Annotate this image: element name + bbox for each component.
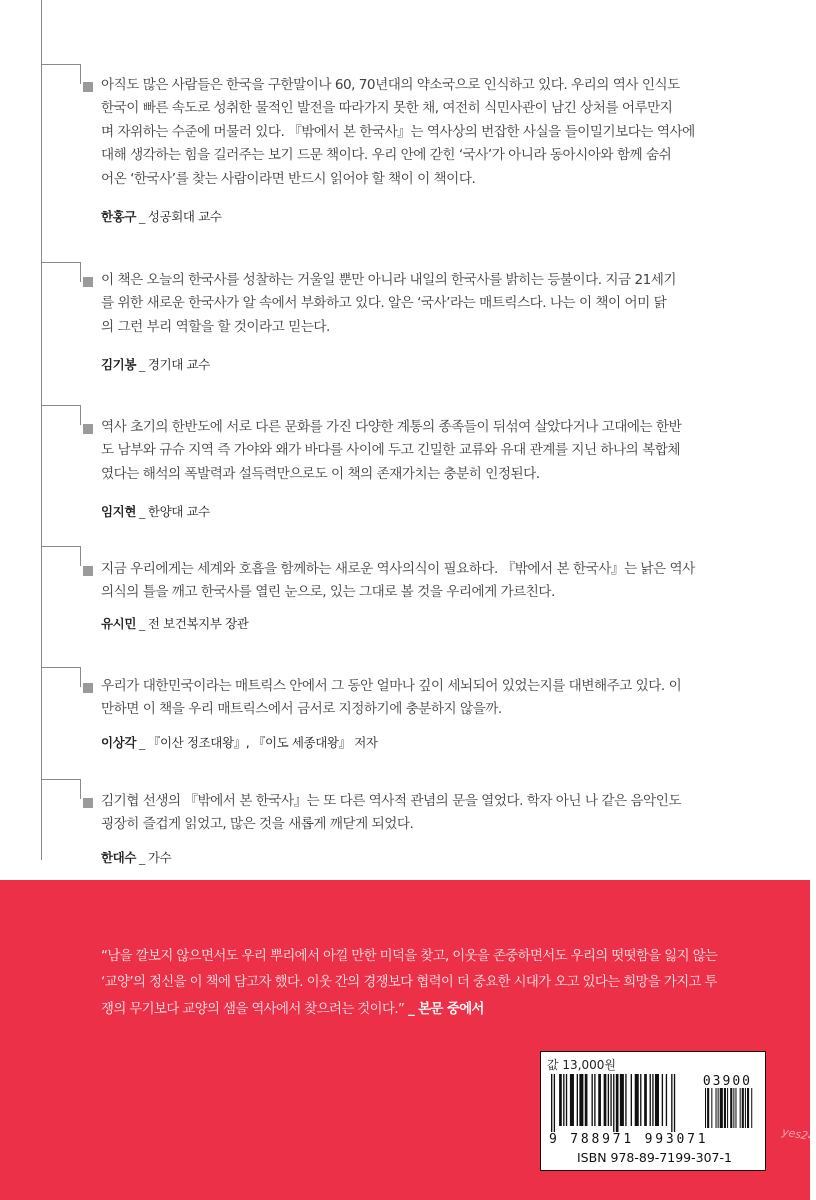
bullet-icon	[83, 82, 93, 92]
barcode-bar	[724, 1088, 726, 1128]
bracket-line	[41, 262, 81, 263]
author-separator: _	[139, 357, 145, 372]
review-author	[101, 502, 210, 520]
barcode-bar	[620, 1074, 624, 1126]
addon-barcode	[705, 1088, 757, 1134]
bracket-line	[41, 405, 81, 406]
bracket-line	[41, 667, 81, 668]
barcode-bar	[727, 1088, 728, 1128]
barcode-bar	[671, 1074, 672, 1132]
barcode-bar	[631, 1074, 632, 1126]
barcode-bar	[640, 1074, 641, 1126]
barcode-bar	[666, 1074, 667, 1126]
bracket-line	[41, 546, 81, 547]
author-separator: _	[139, 850, 145, 865]
barcode-bar	[655, 1074, 659, 1126]
barcode-number: 9 788971 993071	[549, 1132, 709, 1147]
review-author	[101, 614, 248, 632]
review-text: 지금 우리에게는 세계와 호흡을 함께하는 새로운 역사의식이 필요하다. 『밖에서 본 한국사』는 낡은 역사 의식의 틀을 깨고 한국사를 열린 눈으로, 있는 그대로 볼 것을 우리에게 가르친다.	[101, 561, 695, 601]
barcode-bar	[674, 1074, 675, 1132]
barcode-bar	[610, 1074, 611, 1126]
barcode-bar	[554, 1074, 555, 1132]
author-name: 한홍구	[101, 209, 137, 224]
review-author	[101, 848, 171, 866]
barcode-bar	[594, 1074, 595, 1126]
review-text: 아직도 많은 사람들은 한국을 구한말이나 60, 70년대의 약소국으로 인식하고 있다. 우리의 역사 인식도 한국이 빠른 속도로 성취한 물적인 발전을 따라가지 못한 채, 여전히 식민사관이 남긴 상처를 어루만지 며 자위하는 수준에 머물러 있다. 『밖에서 본 한국사』는 역사상의 번잡한 사실을 들이밀기보다는 역사에 대해 생각하는 힘을 길러주는 보기 드문 책이다. 우리 안에 갇힌 ‘국사’가 아니라 동아시아와 함께 숨쉬 어온 ‘한국사’를 찾는 사람이라면 반드시 읽어야 할 책이 이 책이다.	[101, 77, 695, 187]
barcode-bar	[740, 1088, 741, 1128]
review-author	[101, 733, 378, 751]
review-text: 역사 초기의 한반도에 서로 다른 문화를 가진 다양한 계통의 종족들이 뒤섞여 살았다거나 고대에는 한반 도 남부와 규슈 지역 즉 가야와 왜가 바다를 사이에 두고 긴밀한 교류와 유대 관계를 지닌 하나의 복합체 였다는 해석의 폭발력과 설득력만으로도 이 책의 존재가치는 충분히 인정된다.	[101, 419, 682, 482]
barcode-bar	[650, 1074, 651, 1126]
author-title: 성공회대 교수	[147, 209, 222, 224]
author-name: 임지현	[101, 504, 137, 519]
barcode-bar	[733, 1088, 734, 1128]
bullet-icon	[83, 277, 93, 287]
barcode-bar	[613, 1074, 614, 1132]
bracket-tick	[80, 405, 81, 425]
author-title: 전 보건복지부 장관	[147, 616, 249, 631]
barcode-bar	[718, 1088, 719, 1128]
review-text: 우리가 대한민국이라는 매트릭스 안에서 그 동안 얼마나 깊이 세뇌되어 있었는지를 대변해주고 있다. 이 만하면 이 책을 우리 매트릭스에서 금서로 지정하기에 충분하지 않을까.	[101, 678, 682, 718]
review-author	[101, 355, 210, 373]
barcode-bar	[652, 1074, 653, 1126]
book-quote	[101, 917, 777, 1023]
author-separator: _	[139, 735, 145, 750]
ean-barcode	[551, 1074, 699, 1132]
bracket-tick	[80, 262, 81, 282]
author-title: 한양대 교수	[147, 504, 210, 519]
barcode-bar	[735, 1088, 736, 1128]
barcode-bar	[566, 1074, 567, 1126]
barcode-bar	[551, 1074, 552, 1132]
author-name: 이상각	[101, 735, 137, 750]
barcode-bar	[644, 1074, 647, 1126]
bullet-icon	[83, 683, 93, 693]
barcode-bar	[711, 1088, 712, 1128]
barcode-bar	[608, 1074, 609, 1126]
yes24-watermark: yes24	[781, 1125, 816, 1144]
isbn-text: ISBN 978-89-7199-307-1	[577, 1150, 732, 1165]
barcode-bar	[745, 1088, 746, 1128]
left-guide-line	[41, 0, 42, 860]
barcode-bar	[585, 1074, 588, 1126]
author-separator: _	[139, 504, 145, 519]
author-name: 한대수	[101, 850, 137, 865]
barcode-bar	[577, 1074, 578, 1126]
barcode-bar	[716, 1088, 717, 1128]
review-text: 이 책은 오늘의 한국사를 성찰하는 거울일 뿐만 아니라 내일의 한국사를 밝히는 등불이다. 지금 21세기 를 위한 새로운 한국사가 알 속에서 부화하고 있다. 알은 ‘국사’라는 매트릭스다. 나는 이 책이 어미 닭 의 그런 부리 역할을 할 것이라고 믿는다.	[101, 272, 677, 335]
bullet-icon	[83, 566, 93, 576]
barcode-bar	[707, 1088, 709, 1128]
barcode-bar	[592, 1074, 593, 1126]
barcode-bar	[662, 1074, 663, 1126]
barcode-box	[540, 1051, 766, 1171]
bracket-tick	[80, 779, 81, 799]
barcode-bar	[604, 1074, 607, 1126]
bracket-tick	[80, 64, 81, 84]
barcode-bar	[559, 1074, 562, 1126]
review-author	[101, 207, 222, 225]
author-title: 가수	[147, 850, 172, 865]
bracket-line	[41, 64, 81, 65]
barcode-bar	[579, 1074, 583, 1126]
barcode-bar	[751, 1088, 752, 1128]
barcode-bar	[742, 1088, 744, 1128]
bracket-line	[41, 779, 81, 780]
barcode-bar	[730, 1088, 732, 1128]
author-name: 유시민	[101, 616, 137, 631]
barcode-bar	[598, 1074, 601, 1126]
barcode-bar	[563, 1074, 564, 1126]
author-separator: _	[139, 616, 145, 631]
barcode-bar	[747, 1088, 749, 1128]
author-separator: _	[139, 209, 145, 224]
barcode-bar	[635, 1074, 639, 1126]
quote-text: “남을 깔보지 않으면서도 우리 뿌리에서 아낄 만한 미덕을 찾고, 이웃을 존중하면서도 우리의 떳떳함을 잃지 않는 ‘교양’의 정신을 이 책에 담고자 했다. 이웃 간의 경쟁보다 협력이 더 중요한 시대가 오고 있다는 희망을 가지고 투 쟁의 무기보다 교양의 샘을 역사에서 찾으려는 것이다.”	[101, 948, 718, 1017]
review-text: 김기협 선생의 『밖에서 본 한국사』는 또 다른 역사적 관념의 문을 열었다. 학자 아닌 나 같은 음악인도 굉장히 즐겁게 읽었고, 많은 것을 새롭게 깨닫게 되었다.	[101, 793, 681, 833]
bullet-icon	[83, 798, 93, 808]
author-name: 김기봉	[101, 357, 137, 372]
author-title: 경기대 교수	[147, 357, 210, 372]
barcode-bar	[720, 1088, 723, 1128]
bullet-icon	[83, 424, 93, 434]
quote-source: _ 본문 중에서	[407, 1001, 484, 1017]
bracket-tick	[80, 546, 81, 566]
barcode-bar	[625, 1074, 626, 1126]
author-title: 『이산 정조대왕』, 『이도 세종대왕』 저자	[147, 735, 378, 750]
price-label: 값 13,000원	[547, 1058, 616, 1072]
barcode-bar	[705, 1088, 706, 1128]
addon-code: 03900	[702, 1074, 752, 1089]
barcode-bar	[616, 1074, 619, 1132]
bracket-tick	[80, 667, 81, 687]
barcode-bar	[570, 1074, 574, 1126]
